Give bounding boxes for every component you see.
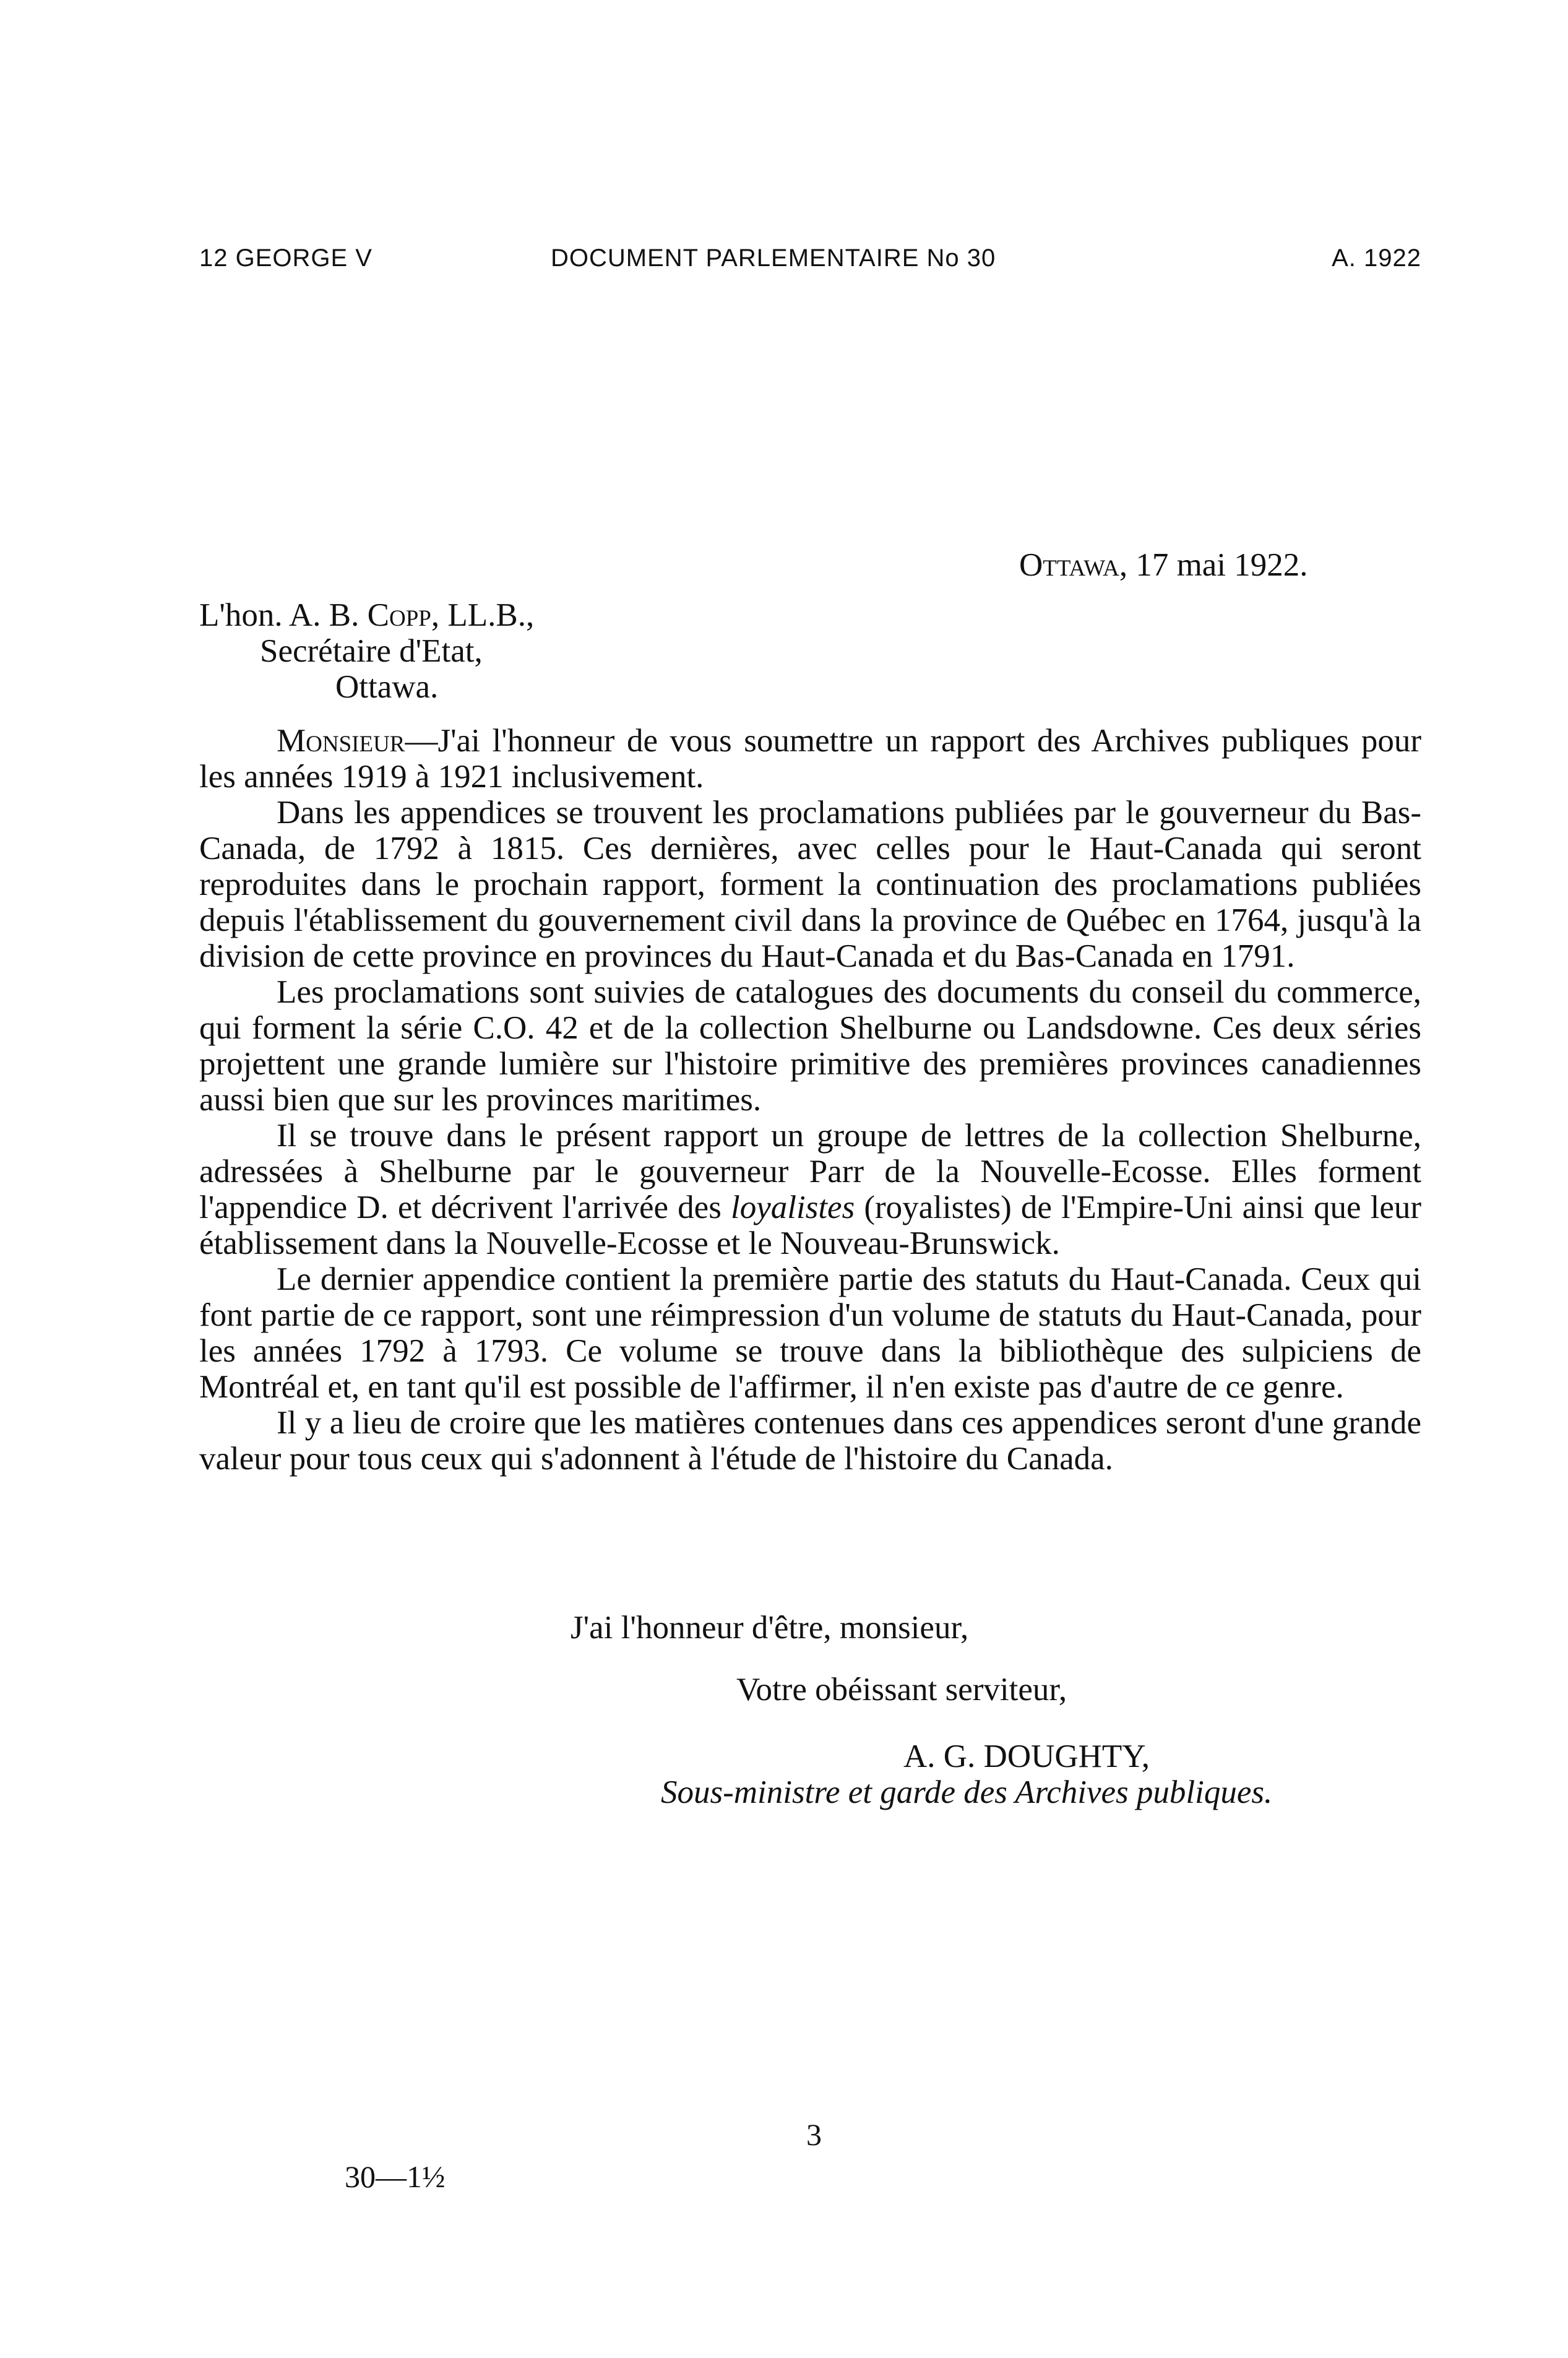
letter-place: Ottawa [1019,547,1119,583]
body-paragraph: Il y a lieu de croire que les matières contenues dans ces appendices seront d'une grande valeur pour tous ceux qui s'adonnent à l'étude de l'histoire du Canada. [199,1405,1421,1477]
signature-title: Sous-ministre et garde des Archives publiques. [661,1774,1273,1810]
header-regnal-year: 12 GEORGE V [199,244,373,272]
body-paragraph: Dans les appendices se trouvent les proclamations publiées par le gouverneur du Bas-Canada, de 1792 à 1815. Ces dernières, avec celles pour le Haut-Canada qui seront reproduites dans le prochain rapport, forment la continuation des proclamations publiées depuis l'établissement du gouvernement civil dans la province de Québec en 1764, jusqu'à la division de cette province en provinces du Haut-Canada et du Bas-Canada en 1791. [199,795,1421,974]
addressee-degree: , LL.B., [431,597,535,633]
italic-term: loyalistes [731,1190,855,1225]
header-year: A. 1922 [1332,244,1421,272]
body-paragraph-text: —J'ai l'honneur de vous soumettre un rapport des Archives publiques pour les années 1919 à 1921 inclusivement. [199,723,1421,795]
addressee-surname: Copp [367,597,431,633]
page-number: 3 [806,2117,822,2152]
body-paragraph: Le dernier appendice contient la première partie des statuts du Haut-Canada. Ceux qui font partie de ce rapport, sont une réimpression d'un volume de statuts du Haut-Canada, pour les années 1792 à 1793. Ce volume se trouve dans la bibliothèque des sulpiciens de Montréal et, en tant qu'il est possible de l'affirmer, il n'en existe pas d'autre de ce genre. [199,1261,1421,1405]
closing-valediction: Votre obéissant serviteur, [736,1672,1067,1708]
body-paragraph [199,723,1421,795]
addressee-line-city: Ottawa. [335,669,439,705]
printer-signature-mark: 30—1½ [345,2159,446,2194]
body-paragraph-text: (royalistes) de l'Empire-Uni ainsi que leur établissement dans la Nouvelle-Ecosse et le Nouveau-Brunswick. [199,1190,1422,1261]
body-paragraph [199,1118,1421,1261]
letter-date: , 17 mai 1922. [1119,547,1308,583]
body-paragraph-text: Il se trouve dans le présent rapport un groupe de lettres de la collection Shelburne, adressées à Shelburne par le gouverneur Parr de la Nouvelle-Ecosse. Elles forment l'appendice D. et décrivent l'arrivée des [199,1118,1421,1225]
addressee-title: L'hon. A. B. [199,597,368,633]
addressee-line-office: Secrétaire d'Etat, [260,633,483,669]
letter-body [199,723,1421,1477]
letter-place-date [1019,546,1308,584]
header-document-title: DOCUMENT PARLEMENTAIRE No 30 [551,244,996,272]
signature-name: A. G. DOUGHTY, [903,1738,1150,1774]
salutation: Monsieur [277,723,405,759]
body-paragraph: Les proclamations sont suivies de catalogues des documents du conseil du commerce, qui forment la série C.O. 42 et de la collection Shelburne ou Landsdowne. Ces deux séries projettent une grande lumière sur l'histoire primitive des premières provinces canadiennes aussi bien que sur les provinces maritimes. [199,974,1421,1118]
addressee-line-name [199,597,534,633]
closing-line: J'ai l'honneur d'être, monsieur, [571,1610,969,1646]
running-header [199,244,1421,282]
addressee-block [199,597,534,705]
